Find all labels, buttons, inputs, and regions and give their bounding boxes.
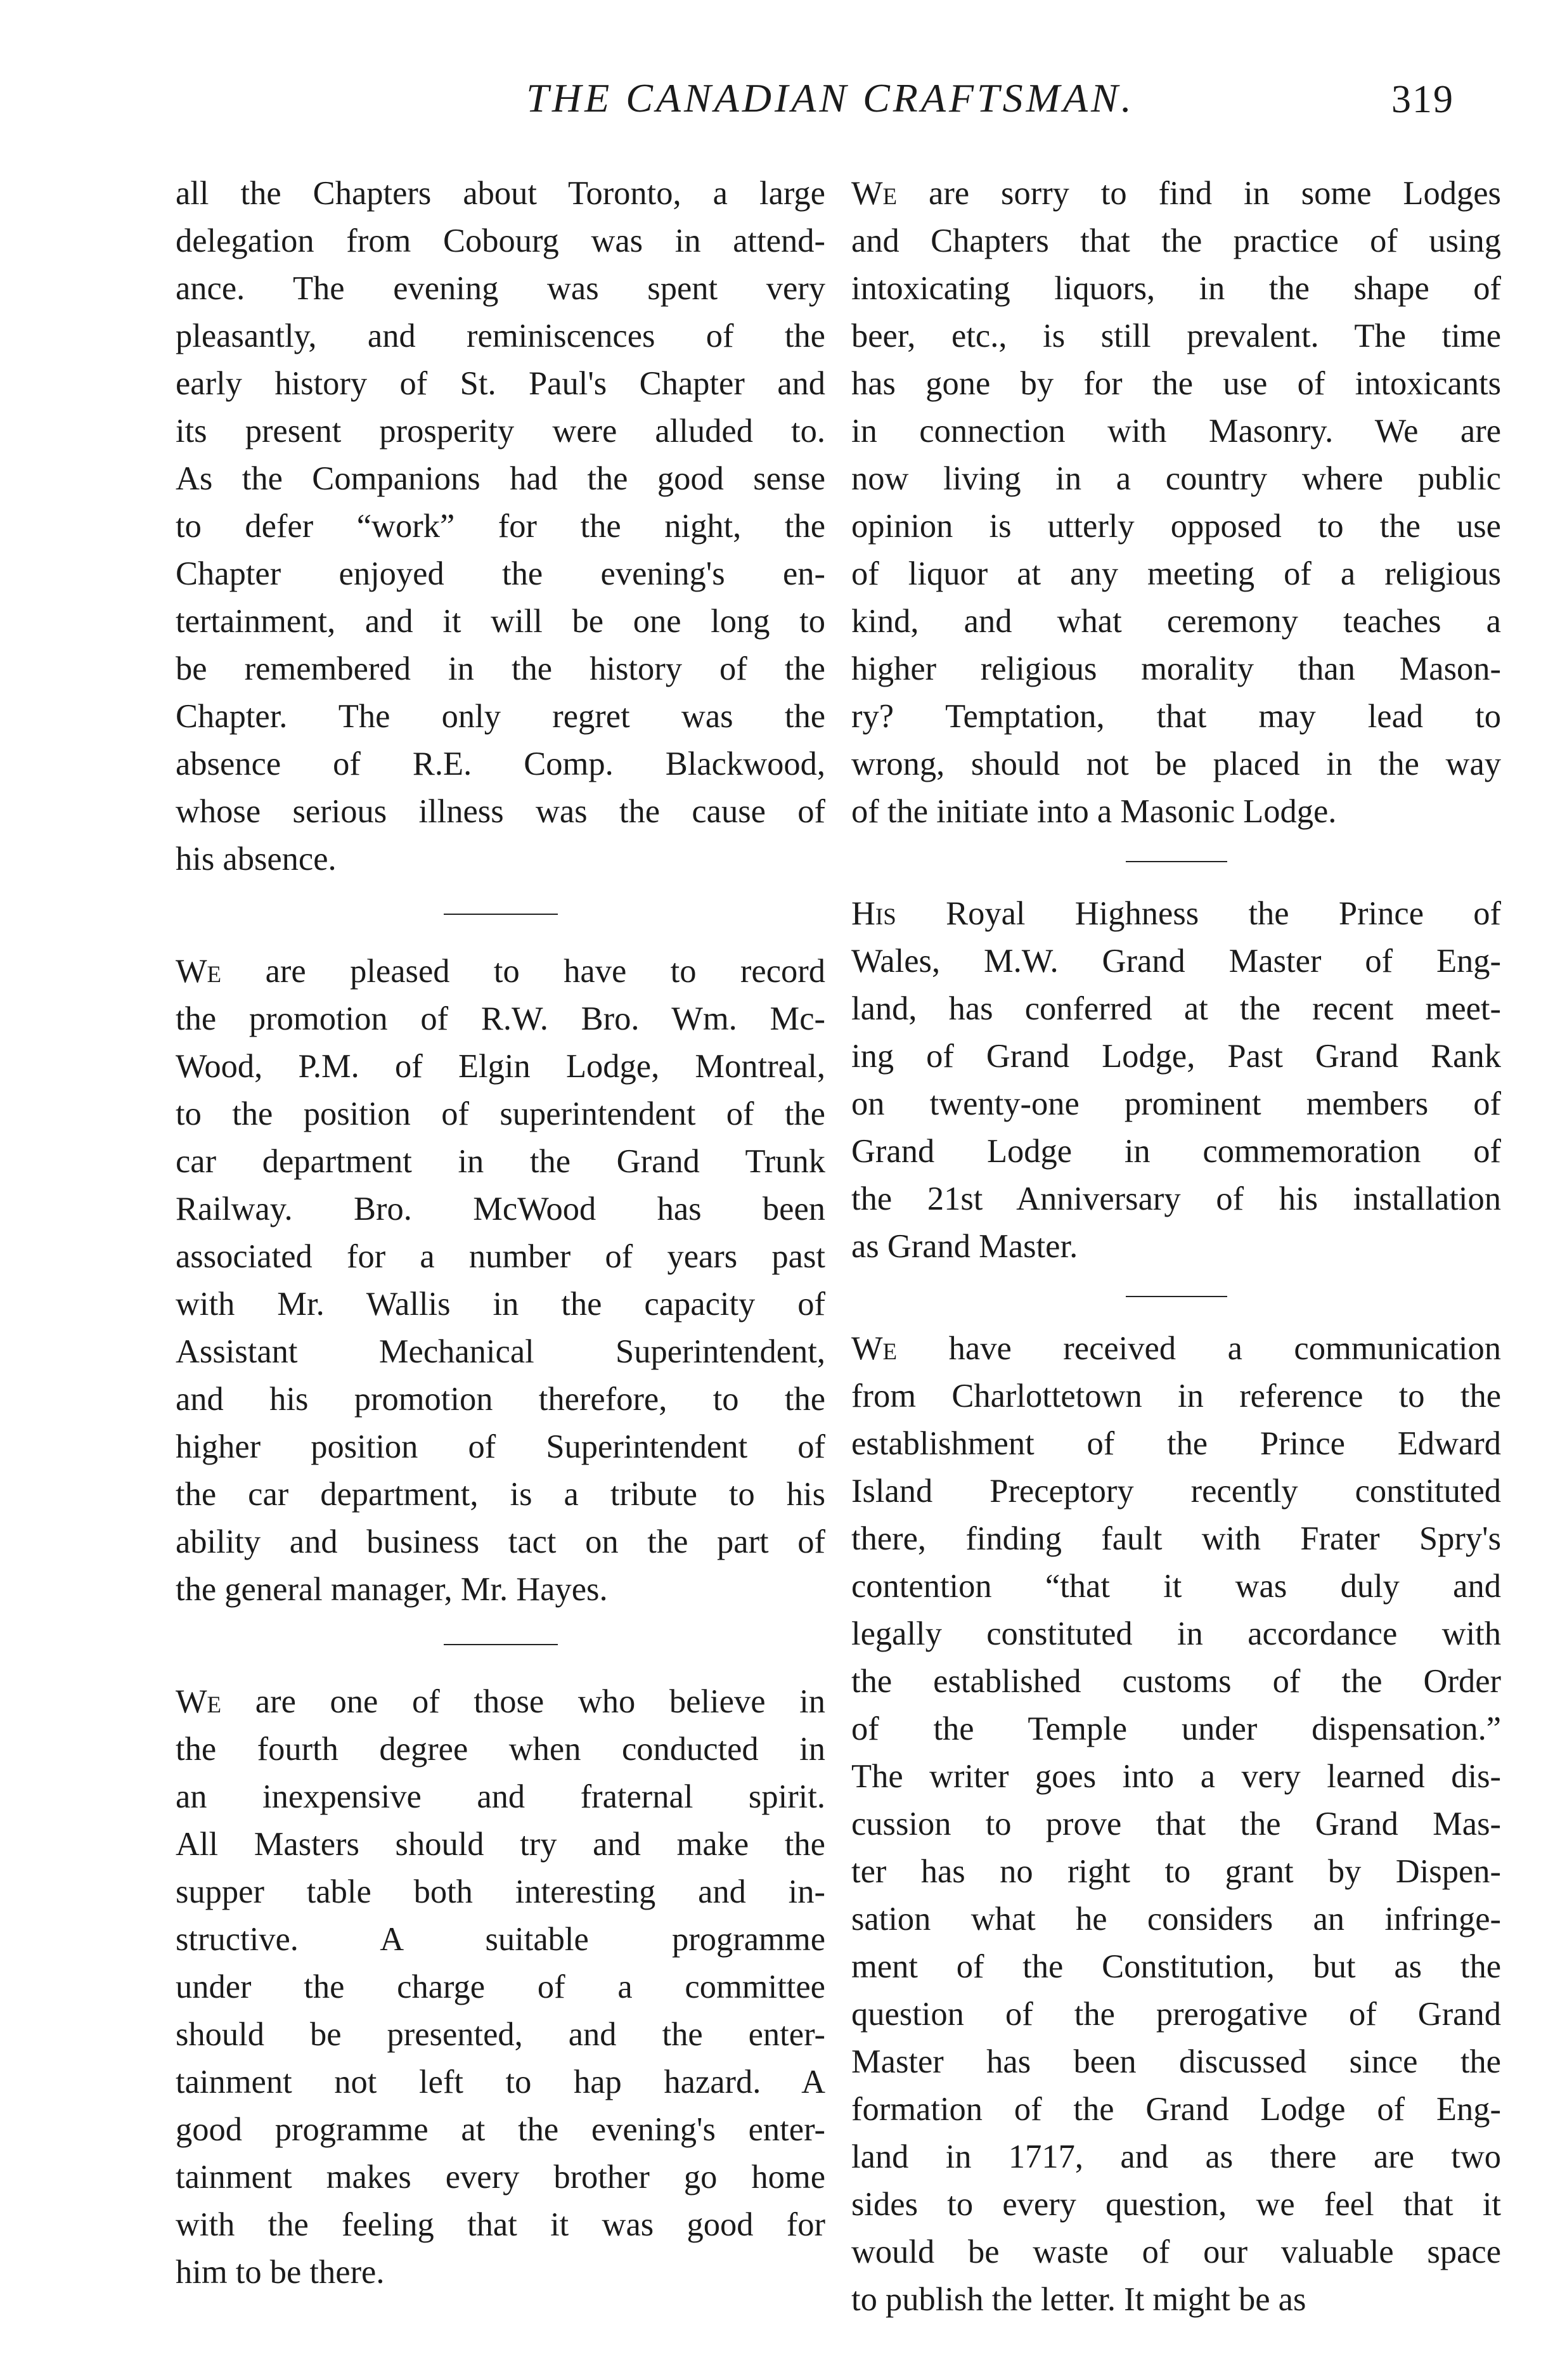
- text-line: [176, 1376, 825, 1423]
- text-line: [851, 693, 1501, 741]
- text-line: [851, 1223, 1501, 1271]
- line-text: on twenty-one prominent members of: [851, 1085, 1501, 1122]
- line-text: higher position of Superintendent of: [176, 1428, 825, 1465]
- line-text: Wales, M.W. Grand Master of Eng-: [851, 943, 1501, 980]
- text-line: [851, 265, 1501, 313]
- text-line: [851, 1943, 1501, 1991]
- line-text: structive. A suitable programme: [176, 1921, 825, 1958]
- line-text: tertainment, and it will be one long to: [176, 603, 825, 640]
- line-text: opinion is utterly opposed to the use: [851, 508, 1501, 545]
- text-line: [176, 1678, 825, 1726]
- line-text: Chapter enjoyed the evening's en-: [176, 555, 825, 592]
- text-line: [176, 836, 825, 883]
- line-text: sation what he considers an infringe-: [851, 1901, 1501, 1937]
- text-line: [176, 995, 825, 1043]
- line-text: of liquor at any meeting of a religious: [851, 555, 1501, 592]
- text-line: [851, 985, 1501, 1033]
- text-line: [176, 1423, 825, 1471]
- line-text: has gone by for the use of intoxicants: [851, 365, 1501, 402]
- line-text: from Charlottetown in reference to the: [851, 1378, 1501, 1414]
- text-line: [176, 1726, 825, 1773]
- text-line: [851, 598, 1501, 645]
- line-text: question of the prerogative of Grand: [851, 1996, 1501, 2033]
- line-text: under the charge of a committee: [176, 1969, 825, 2005]
- paragraph-mcwood-promotion: [176, 948, 825, 1614]
- line-text: legally constituted in accordance with: [851, 1615, 1501, 1652]
- text-line: [851, 741, 1501, 788]
- text-line: [851, 645, 1501, 693]
- line-text: to defer “work” for the night, the: [176, 508, 825, 545]
- text-line: [176, 1868, 825, 1916]
- line-text: the car department, is a tribute to his: [176, 1476, 825, 1513]
- text-line: [851, 2276, 1501, 2324]
- text-line: [176, 2201, 825, 2249]
- line-text: now living in a country where public: [851, 460, 1501, 497]
- text-line: [851, 313, 1501, 360]
- text-line: [176, 948, 825, 995]
- text-line: [851, 1325, 1501, 1373]
- text-line: [176, 2059, 825, 2106]
- text-line: [176, 1773, 825, 1821]
- line-text: All Masters should try and make the: [176, 1826, 825, 1863]
- line-text: contention “that it was duly and: [851, 1568, 1501, 1605]
- text-line: [851, 1033, 1501, 1080]
- line-text: intoxicating liquors, in the shape of: [851, 270, 1501, 307]
- text-line: [176, 217, 825, 265]
- text-line: [851, 550, 1501, 598]
- left-column: [176, 170, 825, 2296]
- line-text: his absence.: [176, 841, 337, 877]
- line-text: there, finding fault with Frater Spry's: [851, 1520, 1501, 1557]
- text-line: [176, 1566, 825, 1614]
- paragraph-toronto-chapters: [176, 170, 825, 883]
- running-title: THE CANADIAN CRAFTSMAN.: [526, 75, 1135, 120]
- text-line: [176, 1090, 825, 1138]
- text-line: [851, 1420, 1501, 1468]
- line-text: the fourth degree when conducted in: [176, 1731, 825, 1768]
- text-line: [176, 693, 825, 741]
- text-line: [851, 1801, 1501, 1848]
- line-text: formation of the Grand Lodge of Eng-: [851, 2091, 1501, 2128]
- line-text: the 21st Anniversary of his installation: [851, 1180, 1501, 1217]
- text-line: [176, 2011, 825, 2059]
- line-text: early history of St. Paul's Chapter and: [176, 365, 825, 402]
- line-text: all the Chapters about Toronto, a large: [176, 175, 825, 212]
- text-line: [176, 1328, 825, 1376]
- paragraph-prince-of-wales: [851, 890, 1501, 1271]
- line-text: would be waste of our valuable space: [851, 2234, 1501, 2270]
- line-text: Island Preceptory recently constituted: [851, 1473, 1501, 1510]
- line-text: delegation from Cobourg was in attend-: [176, 223, 825, 259]
- text-line: [851, 1563, 1501, 1610]
- line-text: beer, etc., is still prevalent. The time: [851, 318, 1501, 354]
- line-text: land in 1717, and as there are two: [851, 2138, 1501, 2175]
- text-line: [176, 503, 825, 550]
- line-text: cussion to prove that the Grand Mas-: [851, 1806, 1501, 1842]
- text-line: [851, 1658, 1501, 1705]
- line-text: whose serious illness was the cause of: [176, 793, 825, 830]
- text-line: [176, 788, 825, 836]
- line-text: pleasantly, and reminiscences of the: [176, 318, 825, 354]
- line-text: ance. The evening was spent very: [176, 270, 825, 307]
- line-text: the promotion of R.W. Bro. Wm. Mc-: [176, 1000, 825, 1037]
- section-divider: [444, 1644, 558, 1645]
- text-line: [851, 455, 1501, 503]
- text-line: [851, 788, 1501, 836]
- page-header: [0, 75, 1560, 145]
- text-line: [176, 1916, 825, 1963]
- text-line: [851, 503, 1501, 550]
- text-line: [851, 2086, 1501, 2133]
- text-line: [851, 1080, 1501, 1128]
- line-text: an inexpensive and fraternal spirit.: [176, 1778, 825, 1815]
- section-divider: [1126, 1296, 1227, 1297]
- line-text: wrong, should not be placed in the way: [851, 746, 1501, 782]
- text-line: [176, 1518, 825, 1566]
- line-text: are pleased to have to record: [221, 953, 825, 990]
- line-text: Wood, P.M. of Elgin Lodge, Montreal,: [176, 1048, 825, 1085]
- paragraph-lead-word: We: [851, 175, 898, 212]
- line-text: should be presented, and the enter-: [176, 2016, 825, 2053]
- text-line: [176, 645, 825, 693]
- line-text: higher religious morality than Mason-: [851, 650, 1501, 687]
- text-line: [851, 1848, 1501, 1896]
- text-line: [851, 890, 1501, 938]
- text-line: [851, 2228, 1501, 2276]
- section-divider: [1126, 861, 1227, 862]
- text-line: [851, 408, 1501, 455]
- line-text: associated for a number of years past: [176, 1238, 825, 1275]
- line-text: tainment not left to hap hazard. A: [176, 2064, 825, 2100]
- line-text: The writer goes into a very learned dis-: [851, 1758, 1501, 1795]
- line-text: to publish the letter. It might be as: [851, 2281, 1306, 2318]
- text-line: [176, 1186, 825, 1233]
- line-text: of the Temple under dispensation.”: [851, 1711, 1501, 1747]
- text-line: [851, 1705, 1501, 1753]
- line-text: absence of R.E. Comp. Blackwood,: [176, 746, 825, 782]
- line-text: Grand Lodge in commemoration of: [851, 1133, 1501, 1170]
- text-line: [176, 2249, 825, 2296]
- line-text: Royal Highness the Prince of: [896, 895, 1501, 932]
- line-text: and his promotion therefore, to the: [176, 1381, 825, 1418]
- line-text: in connection with Masonry. We are: [851, 413, 1501, 449]
- paragraph-lead-word: We: [176, 1683, 222, 1720]
- line-text: and Chapters that the practice of using: [851, 223, 1501, 259]
- text-line: [176, 741, 825, 788]
- text-line: [176, 1963, 825, 2011]
- text-line: [176, 170, 825, 217]
- line-text: Chapter. The only regret was the: [176, 698, 825, 735]
- text-line: [176, 313, 825, 360]
- text-line: [851, 2133, 1501, 2181]
- text-line: [176, 1138, 825, 1186]
- text-line: [176, 598, 825, 645]
- text-line: [176, 2106, 825, 2154]
- text-line: [176, 265, 825, 313]
- line-text: kind, and what ceremony teaches a: [851, 603, 1501, 640]
- paragraph-intoxicating-liquors: [851, 170, 1501, 836]
- text-line: [851, 360, 1501, 408]
- line-text: are one of those who believe in: [221, 1683, 825, 1720]
- line-text: be remembered in the history of the: [176, 650, 825, 687]
- line-text: as Grand Master.: [851, 1228, 1078, 1265]
- text-line: [176, 1281, 825, 1328]
- line-text: to the position of superintendent of the: [176, 1096, 825, 1132]
- line-text: ing of Grand Lodge, Past Grand Rank: [851, 1038, 1501, 1075]
- text-line: [176, 1821, 825, 1868]
- paragraph-lead-word: We: [176, 953, 222, 990]
- line-text: Master has been discussed since the: [851, 2043, 1501, 2080]
- line-text: the established customs of the Order: [851, 1663, 1501, 1700]
- line-text: him to be there.: [176, 2254, 385, 2291]
- paragraph-fourth-degree: [176, 1678, 825, 2296]
- text-line: [176, 1233, 825, 1281]
- text-line: [176, 360, 825, 408]
- line-text: As the Companions had the good sense: [176, 460, 825, 497]
- line-text: the general manager, Mr. Hayes.: [176, 1571, 608, 1608]
- line-text: of the initiate into a Masonic Lodge.: [851, 793, 1337, 830]
- page-number: 319: [1391, 78, 1454, 121]
- paragraph-lead-word: His: [851, 895, 896, 932]
- line-text: ter has no right to grant by Dispen-: [851, 1853, 1501, 1890]
- text-line: [851, 2181, 1501, 2228]
- line-text: ry? Temptation, that may lead to: [851, 698, 1501, 735]
- text-line: [176, 550, 825, 598]
- text-line: [176, 1043, 825, 1090]
- line-text: have received a communication: [897, 1330, 1501, 1367]
- text-line: [851, 1610, 1501, 1658]
- line-text: car department in the Grand Trunk: [176, 1143, 825, 1180]
- paragraph-lead-word: We: [851, 1330, 898, 1367]
- line-text: land, has conferred at the recent meet-: [851, 990, 1501, 1027]
- paragraph-charlottetown-communication: [851, 1325, 1501, 2324]
- text-line: [851, 1896, 1501, 1943]
- text-line: [851, 1515, 1501, 1563]
- line-text: its present prosperity were alluded to.: [176, 413, 825, 449]
- line-text: are sorry to find in some Lodges: [897, 175, 1501, 212]
- line-text: establishment of the Prince Edward: [851, 1425, 1501, 1462]
- text-line: [176, 2154, 825, 2201]
- text-line: [851, 1991, 1501, 2038]
- text-line: [851, 1175, 1501, 1223]
- text-line: [851, 170, 1501, 217]
- text-line: [176, 408, 825, 455]
- line-text: supper table both interesting and in-: [176, 1873, 825, 1910]
- text-line: [851, 1753, 1501, 1801]
- line-text: good programme at the evening's enter-: [176, 2111, 825, 2148]
- text-line: [851, 1128, 1501, 1175]
- text-line: [851, 2038, 1501, 2086]
- line-text: ment of the Constitution, but as the: [851, 1948, 1501, 1985]
- right-column: [851, 170, 1501, 2324]
- text-line: [176, 455, 825, 503]
- line-text: Railway. Bro. McWood has been: [176, 1191, 825, 1227]
- line-text: with Mr. Wallis in the capacity of: [176, 1286, 825, 1323]
- line-text: tainment makes every brother go home: [176, 2159, 825, 2196]
- line-text: with the feeling that it was good for: [176, 2206, 825, 2243]
- line-text: ability and business tact on the part of: [176, 1523, 825, 1560]
- text-line: [851, 217, 1501, 265]
- text-line: [851, 1468, 1501, 1515]
- line-text: sides to every question, we feel that it: [851, 2186, 1501, 2223]
- section-divider: [444, 914, 558, 915]
- text-line: [851, 1373, 1501, 1420]
- text-line: [851, 938, 1501, 985]
- text-line: [176, 1471, 825, 1518]
- line-text: Assistant Mechanical Superintendent,: [176, 1333, 825, 1370]
